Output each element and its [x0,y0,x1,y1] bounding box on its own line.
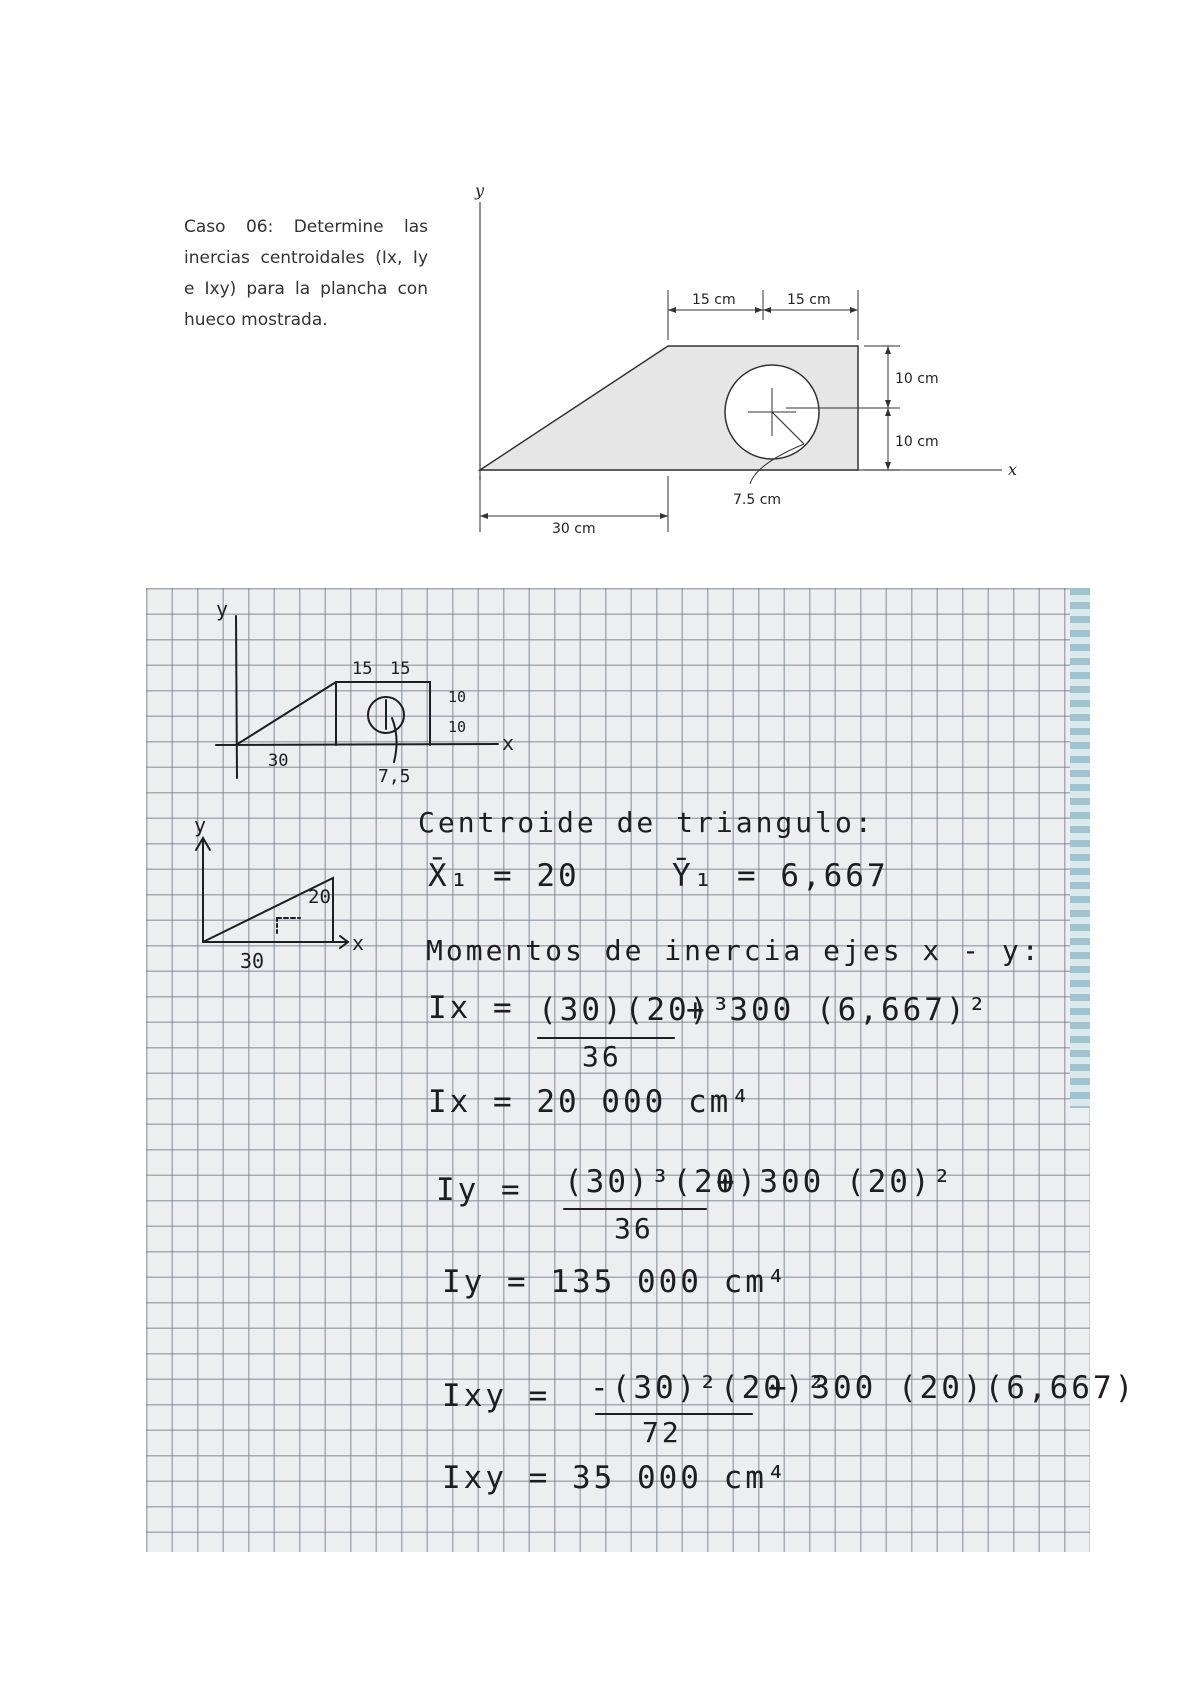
dim-top-left: 15 cm [692,292,736,308]
tri-dim-20: 20 [308,886,331,908]
ix-numerator: (30)(20)³ [538,992,733,1028]
centroid-heading: Centroide de triangulo: [418,806,875,839]
sketch-dim-15a: 15 [352,659,373,679]
handwritten-solution-photo [146,588,1137,1552]
plate-figure [440,180,1040,550]
dim-top-right: 15 cm [787,292,831,308]
sketch-dim-30: 30 [268,751,289,771]
dim-right-upper: 10 cm [895,371,939,387]
sketch-dim-10a: 10 [448,688,467,706]
tri-dim-30: 30 [240,949,265,973]
problem-statement: Caso 06: Determine las inercias centroidales (Ix, Iy e Ixy) para la plancha con hueco mostrada. [184,217,428,330]
x-axis-label: x [1008,460,1018,479]
ix-label: Ix = [428,990,515,1026]
ixy-numerator: -(30)²(20)² [590,1370,829,1406]
sketch-dim-10b: 10 [448,718,467,736]
iy-result: Iy = 135 000 cm⁴ [442,1264,789,1300]
sketch-dim-7-5: 7,5 [378,766,411,787]
tri-y-label: y [194,813,207,837]
ix-denominator: 36 [582,1040,622,1073]
y-axis-label: y [475,181,485,200]
dim-base: 30 cm [552,521,596,537]
centroid-x1: X̄₁ = 20 [428,858,580,894]
iy-numerator: (30)³(20) [564,1164,759,1200]
ix-result: Ix = 20 000 cm⁴ [428,1084,753,1120]
dim-radius: 7.5 cm [733,492,782,508]
iy-label: Iy = [436,1172,523,1208]
iy-denominator: 36 [614,1212,654,1245]
ixy-label: Ixy = [442,1378,551,1414]
iy-rest: + 300 (20)² [716,1164,955,1200]
ixy-denominator: 72 [642,1416,682,1449]
centroid-y1: Ȳ₁ = 6,667 [672,858,889,894]
radius-line [772,412,804,444]
dim-right-lower: 10 cm [895,434,939,450]
tri-x-label: x [352,931,365,955]
sketch-x-label: x [502,731,515,755]
ixy-rest: + 300 (20)(6,667) [768,1370,1137,1406]
sketch-y-label: y [216,597,229,621]
ixy-result: Ixy = 35 000 cm⁴ [442,1460,789,1496]
sketch-dim-15b: 15 [390,659,411,679]
ix-rest: + 300 (6,667)² [686,992,990,1028]
moments-heading: Momentos de inercia ejes x - y: [426,934,1042,967]
